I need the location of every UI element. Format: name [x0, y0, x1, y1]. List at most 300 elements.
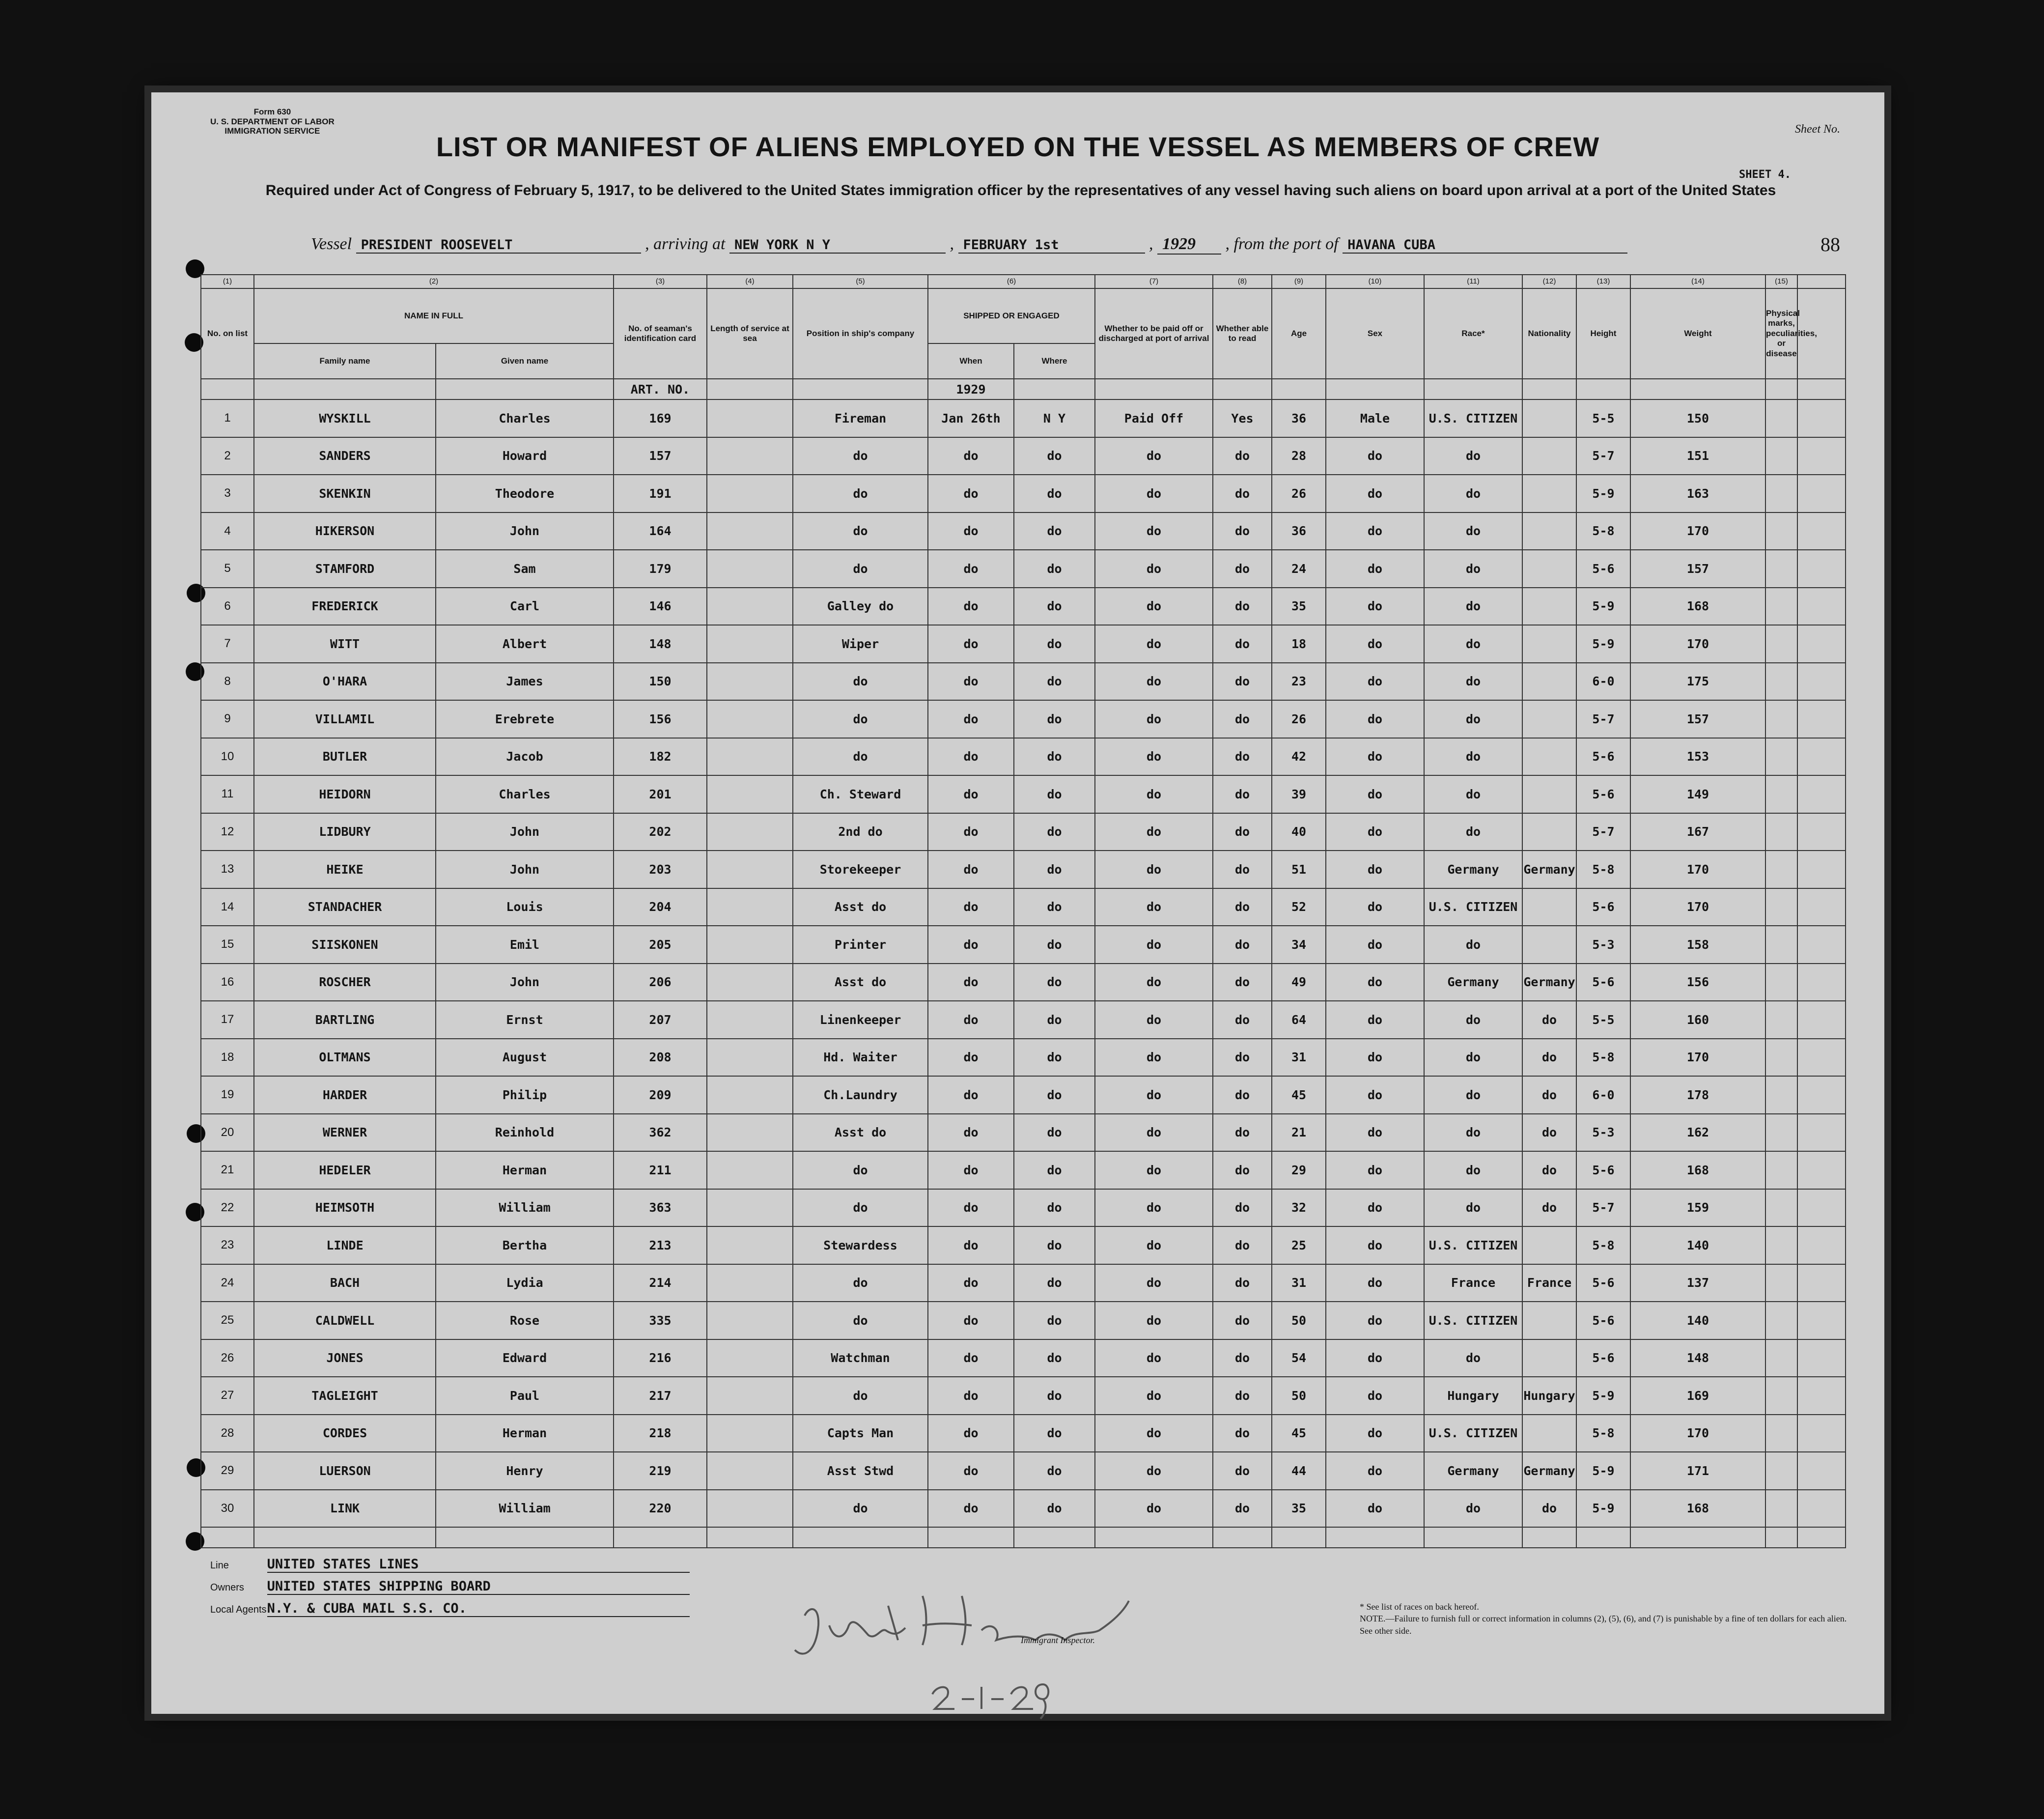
length-of-service-cell — [707, 1377, 793, 1415]
line-row — [210, 1557, 690, 1579]
inspector-signature — [775, 1576, 1148, 1724]
given-name-cell: Herman — [436, 1415, 614, 1452]
physical-marks-cell — [1765, 1377, 1797, 1415]
weight-cell: 170 — [1630, 512, 1765, 550]
given-name-cell: Henry — [436, 1452, 614, 1490]
spacer-cell — [1797, 926, 1846, 964]
height-cell: 5-9 — [1576, 475, 1630, 512]
row-number-cell: 3 — [201, 475, 254, 512]
race-cell: do — [1424, 1039, 1522, 1077]
nationality-cell — [1522, 1302, 1576, 1339]
height-cell: 6-0 — [1576, 663, 1630, 701]
nationality-cell: Germany — [1522, 964, 1576, 1001]
position-cell: Asst Stwd — [793, 1452, 928, 1490]
sex-cell: do — [1326, 1452, 1424, 1490]
nationality-cell — [1522, 1226, 1576, 1264]
race-cell: do — [1424, 475, 1522, 512]
race-cell: Hungary — [1424, 1377, 1522, 1415]
age-cell: 28 — [1272, 437, 1326, 475]
height-cell: 5-5 — [1576, 1001, 1630, 1039]
shipped-where-cell: do — [1014, 437, 1095, 475]
given-name-cell: William — [436, 1490, 614, 1528]
id-card-number-cell: 203 — [614, 851, 707, 888]
family-name-cell: HARDER — [254, 1076, 436, 1114]
age-cell: 26 — [1272, 700, 1326, 738]
family-name-cell: WERNER — [254, 1114, 436, 1152]
shipped-where-cell: do — [1014, 663, 1095, 701]
shipped-when-cell: Jan 26th — [928, 399, 1014, 437]
table-row — [201, 437, 1846, 475]
weight-cell: 168 — [1630, 588, 1765, 625]
family-name-cell: LUERSON — [254, 1452, 436, 1490]
nationality-cell — [1522, 625, 1576, 663]
line-label: Line — [210, 1560, 229, 1571]
table-row — [201, 550, 1846, 588]
position-cell: Printer — [793, 926, 928, 964]
weight-cell: 163 — [1630, 475, 1765, 512]
shipped-when-cell: do — [928, 437, 1014, 475]
table-row — [201, 1302, 1846, 1339]
race-cell: do — [1424, 738, 1522, 776]
crew-rows — [201, 379, 1846, 1548]
id-card-number-cell: 169 — [614, 399, 707, 437]
given-name-cell: John — [436, 512, 614, 550]
spacer-cell — [1797, 1264, 1846, 1302]
weight-cell: 151 — [1630, 437, 1765, 475]
shipped-when-cell: do — [928, 1452, 1014, 1490]
row-number-cell: 10 — [201, 738, 254, 776]
race-cell: do — [1424, 1076, 1522, 1114]
nationality-cell — [1522, 399, 1576, 437]
paid-off-cell: do — [1095, 813, 1213, 851]
position-cell: Hd. Waiter — [793, 1039, 928, 1077]
given-name-cell: Reinhold — [436, 1114, 614, 1152]
race-cell: do — [1424, 437, 1522, 475]
header-shipped-engaged: SHIPPED OR ENGAGED — [928, 288, 1095, 343]
able-to-read-cell: do — [1213, 700, 1272, 738]
shipped-where-cell: do — [1014, 625, 1095, 663]
length-of-service-cell — [707, 1039, 793, 1077]
physical-marks-cell — [1765, 775, 1797, 813]
weight-cell: 168 — [1630, 1490, 1765, 1528]
physical-marks-cell — [1765, 1151, 1797, 1189]
weight-cell: 140 — [1630, 1302, 1765, 1339]
length-of-service-cell — [707, 437, 793, 475]
sex-cell: do — [1326, 1189, 1424, 1227]
height-cell: 5-8 — [1576, 1039, 1630, 1077]
spacer-cell — [1797, 1151, 1846, 1189]
race-cell: do — [1424, 1339, 1522, 1377]
physical-marks-cell — [1765, 1302, 1797, 1339]
able-to-read-cell: do — [1213, 1264, 1272, 1302]
position-cell: do — [793, 1151, 928, 1189]
able-to-read-cell: do — [1213, 588, 1272, 625]
row-number-cell: 21 — [201, 1151, 254, 1189]
age-cell: 64 — [1272, 1001, 1326, 1039]
able-to-read-cell: do — [1213, 851, 1272, 888]
race-cell: do — [1424, 663, 1522, 701]
family-name-cell: VILLAMIL — [254, 700, 436, 738]
weight-cell: 162 — [1630, 1114, 1765, 1152]
id-card-number-cell: 216 — [614, 1339, 707, 1377]
id-card-number-cell: 217 — [614, 1377, 707, 1415]
family-name-cell: LINK — [254, 1490, 436, 1528]
vessel-label: Vessel — [311, 235, 352, 253]
spacer-cell — [1797, 588, 1846, 625]
table-row — [201, 1189, 1846, 1227]
shipped-where-cell: do — [1014, 1339, 1095, 1377]
sex-cell: do — [1326, 437, 1424, 475]
physical-marks-cell — [1765, 738, 1797, 776]
length-of-service-cell — [707, 1415, 793, 1452]
given-name-cell: Philip — [436, 1076, 614, 1114]
physical-marks-cell — [1765, 550, 1797, 588]
family-name-cell: BACH — [254, 1264, 436, 1302]
table-row — [201, 813, 1846, 851]
id-card-number-cell: 205 — [614, 926, 707, 964]
weight-cell: 157 — [1630, 550, 1765, 588]
height-cell: 5-8 — [1576, 512, 1630, 550]
shipped-where-cell: do — [1014, 775, 1095, 813]
sex-cell: Male — [1326, 399, 1424, 437]
height-cell: 5-8 — [1576, 1226, 1630, 1264]
physical-marks-cell — [1765, 663, 1797, 701]
spacer-cell — [1797, 1302, 1846, 1339]
given-name-cell: James — [436, 663, 614, 701]
header-length-service: Length of service at sea — [707, 288, 793, 379]
spacer-cell — [1797, 550, 1846, 588]
nationality-cell: Hungary — [1522, 1377, 1576, 1415]
shipped-where-cell: do — [1014, 1189, 1095, 1227]
spacer-cell — [1797, 1001, 1846, 1039]
given-name-cell: Howard — [436, 437, 614, 475]
able-to-read-cell: do — [1213, 888, 1272, 926]
table-row — [201, 663, 1846, 701]
footer-block — [210, 1557, 690, 1623]
physical-marks-cell — [1765, 1226, 1797, 1264]
id-card-number-cell: 204 — [614, 888, 707, 926]
manifest-sheet — [151, 92, 1884, 1714]
table-row — [201, 1114, 1846, 1152]
nationality-cell — [1522, 512, 1576, 550]
length-of-service-cell — [707, 475, 793, 512]
position-cell: Asst do — [793, 964, 928, 1001]
able-to-read-cell: do — [1213, 1339, 1272, 1377]
race-cell: do — [1424, 1001, 1522, 1039]
race-cell: Germany — [1424, 1452, 1522, 1490]
physical-marks-cell — [1765, 625, 1797, 663]
id-card-number-cell: 363 — [614, 1189, 707, 1227]
given-name-cell: John — [436, 964, 614, 1001]
shipped-where-cell: do — [1014, 1302, 1095, 1339]
header-family-name: Family name — [254, 343, 436, 379]
shipped-where-cell: do — [1014, 1264, 1095, 1302]
header-position: Position in ship's company — [793, 288, 928, 379]
row-number-cell: 1 — [201, 399, 254, 437]
paid-off-cell: do — [1095, 1039, 1213, 1077]
header-nationality: Nationality — [1522, 288, 1576, 379]
position-cell: Watchman — [793, 1339, 928, 1377]
race-cell: U.S. CITIZEN — [1424, 1302, 1522, 1339]
height-cell: 5-7 — [1576, 813, 1630, 851]
age-cell: 34 — [1272, 926, 1326, 964]
sex-cell: do — [1326, 1226, 1424, 1264]
weight-cell: 175 — [1630, 663, 1765, 701]
row-number-cell: 22 — [201, 1189, 254, 1227]
weight-cell: 170 — [1630, 851, 1765, 888]
owners-label: Owners — [210, 1582, 244, 1593]
height-cell: 5-3 — [1576, 926, 1630, 964]
id-card-number-cell: 191 — [614, 475, 707, 512]
height-cell: 5-6 — [1576, 1264, 1630, 1302]
weight-cell: 148 — [1630, 1339, 1765, 1377]
departure-port: HAVANA CUBA — [1343, 237, 1627, 254]
shipped-where-cell: do — [1014, 851, 1095, 888]
footnotes — [1360, 1601, 1851, 1637]
nationality-cell — [1522, 926, 1576, 964]
family-name-cell: CORDES — [254, 1415, 436, 1452]
position-cell: do — [793, 1264, 928, 1302]
header-race: Race* — [1424, 288, 1522, 379]
age-cell: 45 — [1272, 1076, 1326, 1114]
sex-cell: do — [1326, 1076, 1424, 1114]
id-card-number-cell: 213 — [614, 1226, 707, 1264]
race-cell: do — [1424, 775, 1522, 813]
shipped-where-cell: do — [1014, 1490, 1095, 1528]
table-row — [201, 512, 1846, 550]
shipped-when-cell: do — [928, 813, 1014, 851]
nationality-cell — [1522, 700, 1576, 738]
paid-off-cell: do — [1095, 1189, 1213, 1227]
height-cell: 5-7 — [1576, 1189, 1630, 1227]
weight-cell: 160 — [1630, 1001, 1765, 1039]
row-number-cell: 23 — [201, 1226, 254, 1264]
table-row — [201, 1339, 1846, 1377]
shipped-when-cell: do — [928, 775, 1014, 813]
row-number-cell: 7 — [201, 625, 254, 663]
col-num: (7) — [1095, 275, 1213, 288]
family-name-cell: HEIMSOTH — [254, 1189, 436, 1227]
sex-cell: do — [1326, 1339, 1424, 1377]
physical-marks-cell — [1765, 964, 1797, 1001]
length-of-service-cell — [707, 1189, 793, 1227]
position-cell: Asst do — [793, 888, 928, 926]
shipped-when-cell: do — [928, 475, 1014, 512]
spacer-cell — [1797, 1452, 1846, 1490]
height-cell: 5-9 — [1576, 588, 1630, 625]
family-name-cell: WYSKILL — [254, 399, 436, 437]
row-number-cell: 6 — [201, 588, 254, 625]
shipped-when-cell: do — [928, 550, 1014, 588]
spacer-cell — [1797, 1076, 1846, 1114]
spacer-cell — [1797, 775, 1846, 813]
col-num: (12) — [1522, 275, 1576, 288]
col-num: (9) — [1272, 275, 1326, 288]
shipped-where-cell: do — [1014, 1226, 1095, 1264]
physical-marks-cell — [1765, 1114, 1797, 1152]
paid-off-cell: do — [1095, 1490, 1213, 1528]
weight-cell: 140 — [1630, 1226, 1765, 1264]
table-row — [201, 1151, 1846, 1189]
sex-cell: do — [1326, 738, 1424, 776]
given-name-cell: Jacob — [436, 738, 614, 776]
nationality-cell: France — [1522, 1264, 1576, 1302]
given-name-cell: Edward — [436, 1339, 614, 1377]
family-name-cell: SANDERS — [254, 437, 436, 475]
length-of-service-cell — [707, 663, 793, 701]
spacer-cell — [1797, 475, 1846, 512]
length-of-service-cell — [707, 700, 793, 738]
sex-cell: do — [1326, 475, 1424, 512]
family-name-cell: HEDELER — [254, 1151, 436, 1189]
id-card-number-cell: 202 — [614, 813, 707, 851]
race-cell: Germany — [1424, 851, 1522, 888]
given-name-cell: Lydia — [436, 1264, 614, 1302]
shipped-when-cell: do — [928, 964, 1014, 1001]
sex-cell: do — [1326, 1377, 1424, 1415]
col-num: (5) — [793, 275, 928, 288]
physical-marks-cell — [1765, 1001, 1797, 1039]
paid-off-cell: do — [1095, 1452, 1213, 1490]
paid-off-cell: do — [1095, 926, 1213, 964]
position-cell: Linenkeeper — [793, 1001, 928, 1039]
spacer-cell — [1797, 888, 1846, 926]
notes-row — [201, 379, 1846, 399]
shipped-where-cell: do — [1014, 1001, 1095, 1039]
age-cell: 40 — [1272, 813, 1326, 851]
nationality-cell — [1522, 813, 1576, 851]
sex-cell: do — [1326, 1415, 1424, 1452]
col-spacer — [1797, 275, 1846, 288]
able-to-read-cell: do — [1213, 1452, 1272, 1490]
row-number-cell: 19 — [201, 1076, 254, 1114]
header-no-on-list: No. on list — [201, 288, 254, 379]
header-name-in-full: NAME IN FULL — [254, 288, 614, 343]
id-card-number-cell: 218 — [614, 1415, 707, 1452]
height-cell: 5-6 — [1576, 1302, 1630, 1339]
shipped-where-cell: do — [1014, 550, 1095, 588]
id-card-number-cell: 157 — [614, 437, 707, 475]
shipped-where-cell: do — [1014, 1114, 1095, 1152]
row-number-cell: 28 — [201, 1415, 254, 1452]
able-to-read-cell: do — [1213, 1001, 1272, 1039]
spacer-cell — [1797, 1490, 1846, 1528]
nationality-cell: do — [1522, 1039, 1576, 1077]
paid-off-cell: do — [1095, 1001, 1213, 1039]
row-number-cell: 9 — [201, 700, 254, 738]
arrival-date: FEBRUARY 1st — [958, 237, 1145, 254]
row-number-cell: 11 — [201, 775, 254, 813]
length-of-service-cell — [707, 1339, 793, 1377]
id-card-number-cell: 219 — [614, 1452, 707, 1490]
column-number-row — [201, 275, 1846, 288]
crew-manifest-table — [200, 274, 1846, 1548]
spacer-cell — [1797, 1415, 1846, 1452]
length-of-service-cell — [707, 588, 793, 625]
weight-cell: 170 — [1630, 1415, 1765, 1452]
row-number-cell: 30 — [201, 1490, 254, 1528]
family-name-cell: SKENKIN — [254, 475, 436, 512]
position-cell: Capts Man — [793, 1415, 928, 1452]
shipped-when-cell: do — [928, 1339, 1014, 1377]
id-card-number-cell: 182 — [614, 738, 707, 776]
header-id-card: No. of seaman's identification card — [614, 288, 707, 379]
paid-off-cell: do — [1095, 700, 1213, 738]
weight-cell: 156 — [1630, 964, 1765, 1001]
table-row — [201, 399, 1846, 437]
paid-off-cell: Paid Off — [1095, 399, 1213, 437]
nationality-cell — [1522, 1339, 1576, 1377]
paid-off-cell: do — [1095, 550, 1213, 588]
length-of-service-cell — [707, 1302, 793, 1339]
shipped-when-cell: do — [928, 625, 1014, 663]
header-marks: Physical marks, peculiarities, or disease — [1765, 288, 1797, 379]
position-cell: Ch.Laundry — [793, 1076, 928, 1114]
paid-off-cell: do — [1095, 1076, 1213, 1114]
position-cell: do — [793, 437, 928, 475]
nationality-cell: do — [1522, 1151, 1576, 1189]
length-of-service-cell — [707, 1490, 793, 1528]
shipped-when-cell: do — [928, 1151, 1014, 1189]
header-sex: Sex — [1326, 288, 1424, 379]
age-cell: 31 — [1272, 1039, 1326, 1077]
race-cell: do — [1424, 1490, 1522, 1528]
paid-off-cell: do — [1095, 1264, 1213, 1302]
shipped-where-cell: do — [1014, 475, 1095, 512]
shipped-when-cell: do — [928, 1226, 1014, 1264]
id-card-number-cell: 208 — [614, 1039, 707, 1077]
owners-value: UNITED STATES SHIPPING BOARD — [267, 1579, 690, 1595]
row-number-cell: 29 — [201, 1452, 254, 1490]
race-cell: do — [1424, 926, 1522, 964]
table-row — [201, 738, 1846, 776]
id-card-note: ART. NO. — [614, 379, 707, 399]
position-cell: do — [793, 550, 928, 588]
sex-cell: do — [1326, 851, 1424, 888]
length-of-service-cell — [707, 775, 793, 813]
race-cell: U.S. CITIZEN — [1424, 1226, 1522, 1264]
able-to-read-cell: do — [1213, 1039, 1272, 1077]
given-name-cell: Charles — [436, 399, 614, 437]
able-to-read-cell: do — [1213, 1114, 1272, 1152]
position-cell: Wiper — [793, 625, 928, 663]
col-num: (2) — [254, 275, 614, 288]
department-name: U. S. DEPARTMENT OF LABOR — [210, 116, 335, 126]
sex-cell: do — [1326, 964, 1424, 1001]
row-number-cell: 20 — [201, 1114, 254, 1152]
paid-off-cell: do — [1095, 437, 1213, 475]
penalty-note: NOTE.—Failure to furnish full or correct information in columns (2), (5), (6), and (7) is punishable by a fine of ten dollars for each alien. See other side. — [1360, 1614, 1847, 1636]
paid-off-cell: do — [1095, 1302, 1213, 1339]
column-header-row — [201, 288, 1846, 343]
able-to-read-cell: do — [1213, 625, 1272, 663]
height-cell: 5-9 — [1576, 625, 1630, 663]
row-number-cell: 13 — [201, 851, 254, 888]
spacer-cell — [1797, 700, 1846, 738]
row-number-cell: 8 — [201, 663, 254, 701]
race-cell: do — [1424, 550, 1522, 588]
agents-label: Local Agents — [210, 1604, 267, 1615]
shipped-where-cell: do — [1014, 926, 1095, 964]
race-cell: do — [1424, 1114, 1522, 1152]
spacer-cell — [1797, 1339, 1846, 1377]
age-cell: 42 — [1272, 738, 1326, 776]
position-cell: do — [793, 700, 928, 738]
race-cell: do — [1424, 813, 1522, 851]
table-row — [201, 1264, 1846, 1302]
shipped-when-cell: do — [928, 1114, 1014, 1152]
paid-off-cell: do — [1095, 1226, 1213, 1264]
